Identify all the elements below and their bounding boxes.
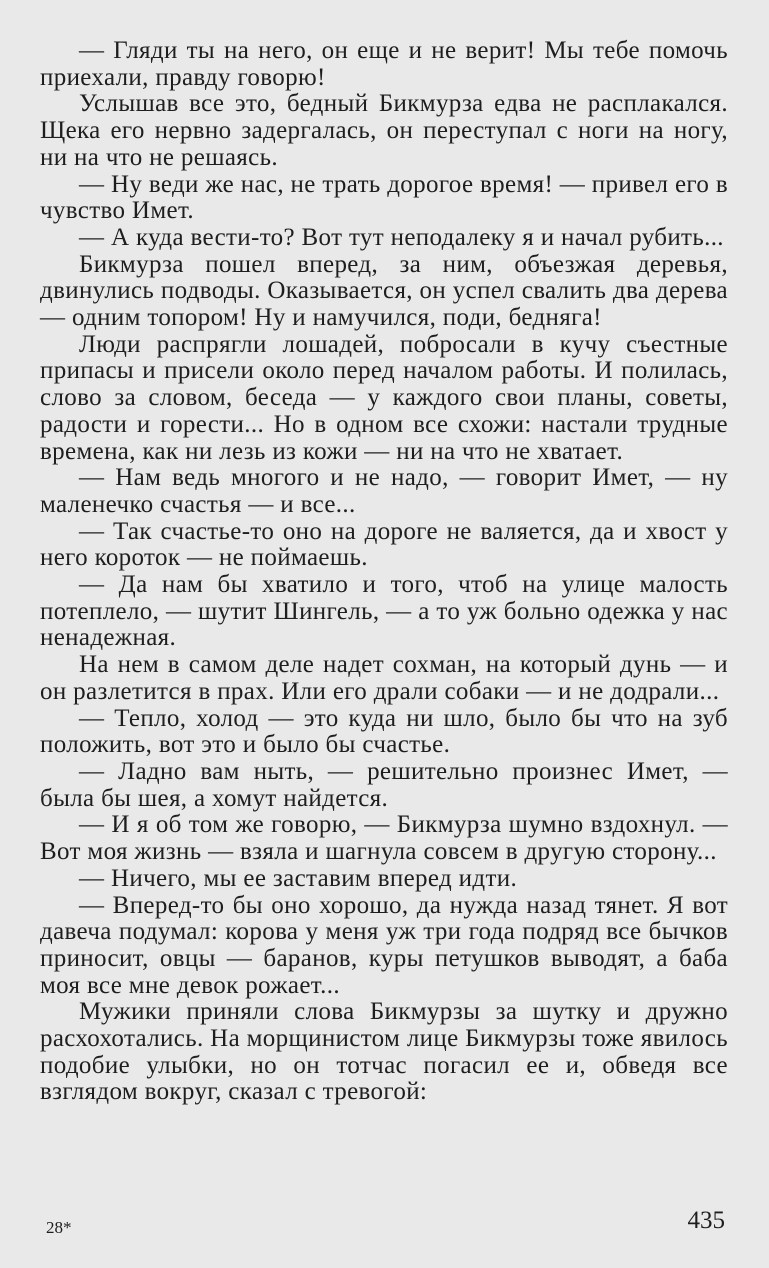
page-number: 435 xyxy=(687,1207,725,1234)
paragraph: — Ладно вам ныть, — решительно произнес Имет, — была бы шея, а хомут найдется. xyxy=(40,757,728,812)
paragraph: Люди распрягли лошадей, побросали в кучу съестные припасы и присели около перед началом работы. И полилась, слово за словом, беседа — у каждого свои планы, советы, радости и горести... Но в одном все схожи: настали трудные времена, как ни лезь из кожи — ни на что не хватает. xyxy=(40,330,728,465)
paragraph: — А куда вести-то? Вот тут неподалеку я и начал рубить... xyxy=(79,223,724,251)
paragraph: — И я об том же говорю, — Бикмурза шумно вздохнул. — Вот моя жизнь — взяла и шагнула совсем в другую сторону... xyxy=(40,811,728,866)
paragraph: — Вперед-то бы оно хорошо, да нужда назад тянет. Я вот давеча подумал: корова у меня уж три года подряд все бычков приносит, овцы — баранов, куры петушков выводят, а баба моя все мне девок рожает... xyxy=(40,891,728,999)
signature-mark: 28* xyxy=(46,1218,72,1237)
paragraph: — Гляди ты на него, он еще и не верит! Мы тебе помочь приехали, правду говорю! xyxy=(40,37,728,91)
paragraph: — Да нам бы хватило и того, чтоб на улице малость потеплело, — шутит Шингель, — а то уж больно одежка у нас ненадежная. xyxy=(40,571,728,652)
paragraph: — Так счастье-то оно на дороге не валяется, да и хвост у него короток — не поймаешь. xyxy=(40,517,728,572)
paragraph: Бикмурза пошел вперед, за ним, объезжая деревья, двинулись подводы. Оказывается, он успел свалить два дерева — одним топором! Ну и намучился, поди, бедняга! xyxy=(40,250,728,332)
paragraph: — Тепло, холод — это куда ни шло, было бы что на зуб положить, вот это и было бы счастье. xyxy=(40,704,728,759)
paragraph: — Ну веди же нас, не трать дорогое время! — привел его в чувство Имет. xyxy=(40,170,728,225)
body-text xyxy=(40,38,728,1106)
paragraph: Услышав все это, бедный Бикмурза едва не расплакался. Щека его нервно задергалась, он переступал с ноги на ногу, ни на что не решаясь. xyxy=(40,90,728,171)
paragraph: — Ничего, мы ее заставим вперед идти. xyxy=(79,864,518,892)
paragraph: На нем в самом деле надет сохман, на который дунь — и он разлетится в прах. Или его драли собаки — и не додрали... xyxy=(40,651,728,705)
paragraph: Мужики приняли слова Бикмурзы за шутку и дружно расхохотались. На морщинистом лице Бикмурзы тоже явилось подобие улыбки, но он тотчас погасил ее и, обведя все взглядом вокруг, сказал с тревогой: xyxy=(40,998,728,1106)
paragraph: — Нам ведь многого и не надо, — говорит Имет, — ну маленечко счастья — и все... xyxy=(40,464,728,518)
